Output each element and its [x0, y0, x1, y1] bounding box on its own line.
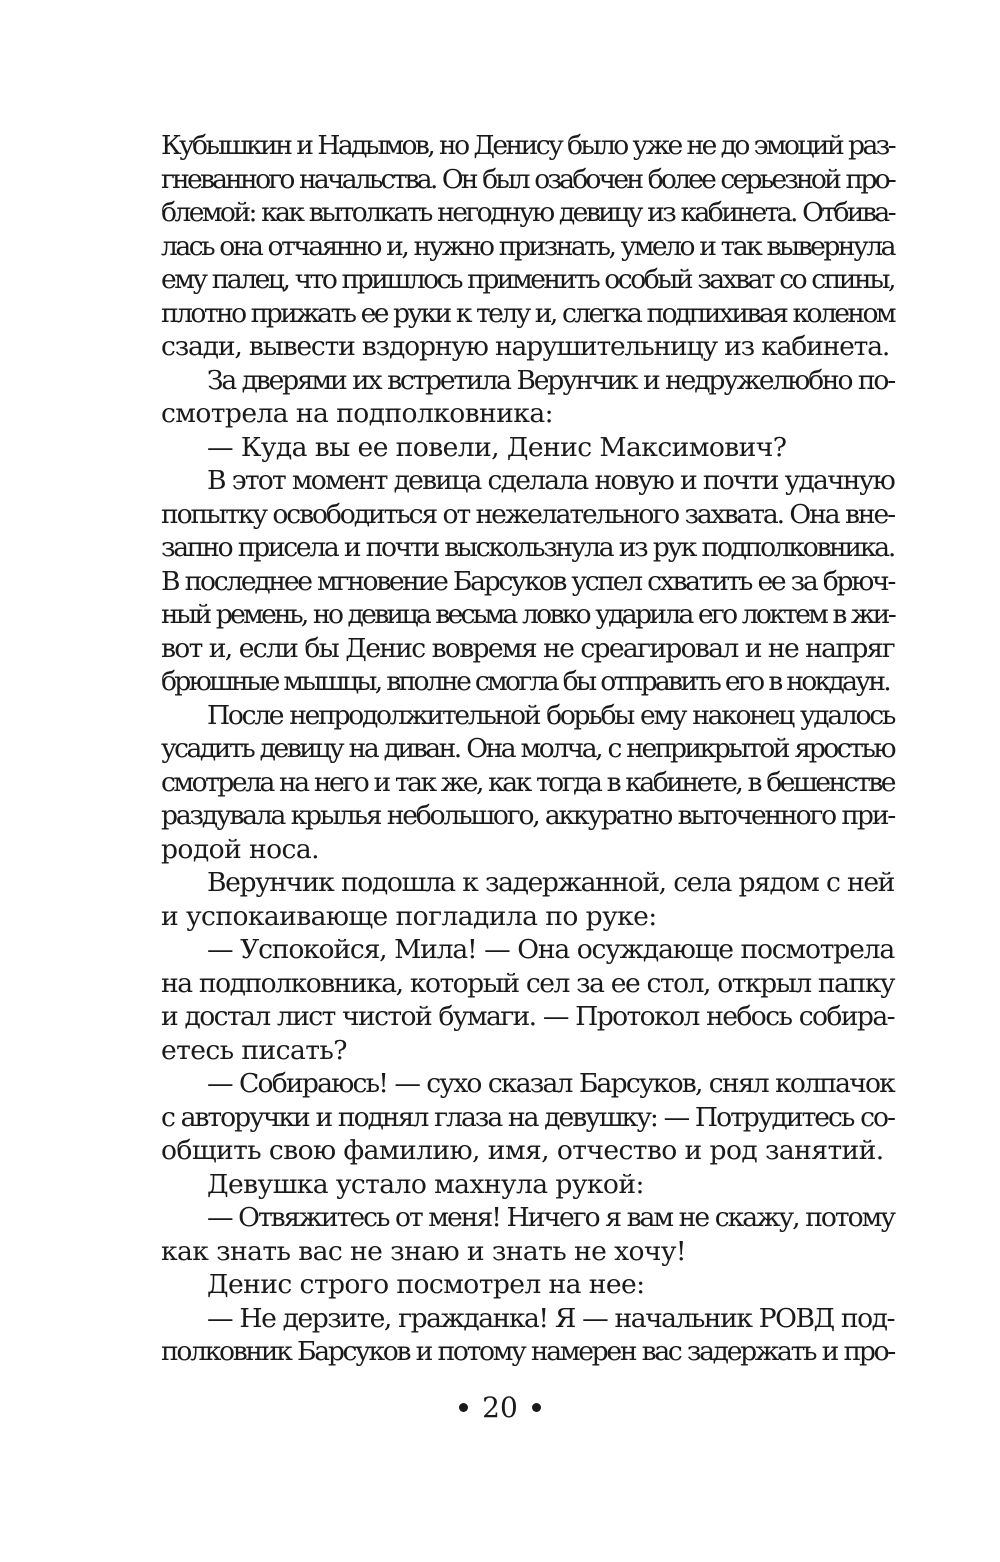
text-line: Денис строго посмотрел на нее:: [207, 1269, 645, 1300]
text-line: раздувала крылья небольшого, аккуратно выточенного при-: [161, 800, 894, 831]
text-line: вот и, если бы Денис вовремя не среагировал и не напряг: [161, 632, 894, 664]
text-line: как знать вас не знаю и знать не хочу!: [161, 1235, 687, 1267]
text-line: ный ремень, но девица весьма ловко ударила его локтем в жи-: [161, 599, 894, 630]
text-line: брюшные мышцы, вполне смогла бы отправить его в нокдаун.: [161, 666, 890, 697]
text-line: Кубышкин и Надымов, но Денису было уже не до эмоций раз-: [161, 130, 894, 161]
text-line: лась она отчаянно и, нужно признать, умело и так вывернула: [161, 230, 894, 262]
text-line: — Успокойся, Мила! — Она осуждающе посмотрела: [207, 934, 894, 965]
text-line: — Собираюсь! — сухо сказал Барсуков, снял колпачок: [207, 1068, 894, 1099]
text-line: усадить девицу на диван. Она молча, с неприкрытой яростью: [161, 733, 894, 764]
text-line: смотрела на него и так же, как тогда в кабинете, в бешенстве: [161, 766, 894, 798]
text-line: на подполковника, который сел за ее стол, открыл папку: [161, 967, 894, 999]
text-line: и успокаивающе погладила по руке:: [161, 900, 657, 932]
text-line: — Куда вы ее повели, Денис Максимович?: [207, 431, 787, 463]
text-line: сзади, вывести вздорную нарушительницу из кабинета.: [161, 331, 890, 362]
text-line: родой носа.: [161, 833, 319, 865]
text-line: етесь писать?: [161, 1034, 347, 1066]
text-line: За дверями их встретила Верунчик и недружелюбно по-: [207, 364, 894, 396]
text-line: запно присела и почти выскользнула из рук подполковника.: [161, 532, 894, 563]
text-line: Девушка устало махнула рукой:: [207, 1168, 644, 1200]
text-line: смотрела на подполковника:: [161, 398, 553, 429]
text-line: попытку освободиться от нежелательного захвата. Она вне-: [161, 498, 894, 530]
text-line: гневанного начальства. Он был озабочен более серьезной про-: [161, 163, 894, 195]
text-line: — Отвяжитесь от меня! Ничего я вам не скажу, потому: [207, 1202, 894, 1233]
body-text: [161, 129, 894, 1369]
text-line: блемой: как вытолкать негодную девицу из кабинета. Отбива-: [161, 197, 894, 228]
bullet-right-icon: [532, 1403, 541, 1412]
text-line: полковник Барсуков и потому намерен вас задержать и про-: [161, 1336, 894, 1367]
text-line: Верунчик подошла к задержанной, села рядом с ней: [207, 867, 894, 898]
text-line: и достал лист чистой бумаги. — Протокол небось собира-: [161, 1001, 894, 1032]
text-line: В последнее мгновение Барсуков успел схватить ее за брюч-: [161, 565, 894, 597]
page-footer: [0, 1391, 1000, 1425]
text-line: общить свою фамилию, имя, отчество и род занятий.: [161, 1135, 884, 1166]
text-line: — Не дерзите, гражданка! Я — начальник РОВД под-: [207, 1302, 894, 1334]
text-line: В этот момент девица сделала новую и почти удачную: [207, 465, 894, 496]
text-line: ему палец, что пришлось применить особый захват со спины,: [161, 264, 894, 295]
bullet-left-icon: [459, 1403, 468, 1412]
page-number: 20: [482, 1391, 518, 1424]
text-line: плотно прижать ее руки к телу и, слегка подпихивая коленом: [161, 297, 894, 329]
text-line: После непродолжительной борьбы ему наконец удалось: [207, 699, 894, 731]
text-line: с авторучки и поднял глаза на девушку: — Потрудитесь со-: [161, 1101, 894, 1133]
